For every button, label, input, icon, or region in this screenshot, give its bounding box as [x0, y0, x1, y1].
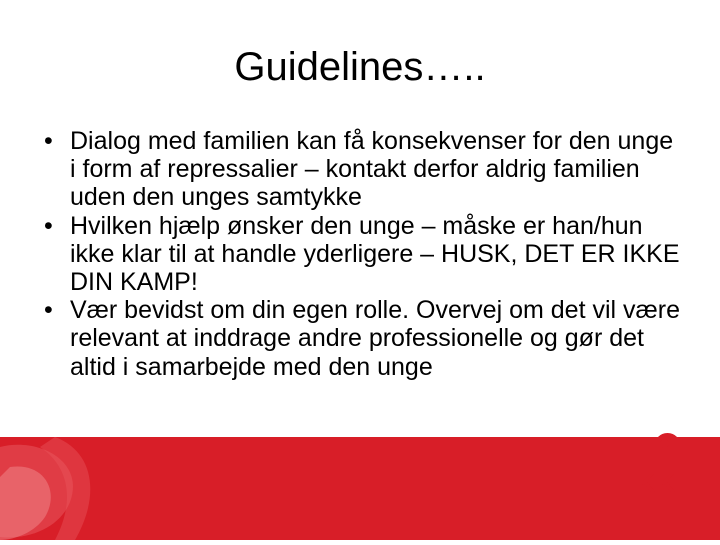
slide-title: Guidelines…..: [234, 45, 486, 89]
decorative-swirl-icon: [0, 437, 720, 540]
bullet-marker: •: [44, 296, 53, 325]
logo-o-icon: [654, 433, 681, 460]
bullet-item: [44, 127, 684, 212]
bullet-item: [44, 296, 684, 381]
bullet-text: Vær bevidst om din egen rolle. Overvej om det vil være relevant at inddrage andre professionelle og gør det altid i samarbejde med den unge: [70, 296, 680, 381]
bullet-list: [44, 127, 684, 381]
bullet-item: [44, 212, 684, 297]
footer-band: [0, 437, 720, 540]
bullet-text: Hvilken hjælp ønsker den unge – måske er han/hun ikke klar til at handle yderligere – HUSK, DET ER IKKE DIN KAMP!: [70, 211, 680, 297]
bullet-text: Dialog med familien kan få konsekvenser for den unge i form af repressalier – kontakt derfor aldrig familien uden den unges samtykke: [70, 127, 674, 212]
bullet-marker: •: [44, 127, 53, 155]
bullet-marker: •: [44, 211, 53, 240]
lokk-logo: LKK: [636, 432, 720, 466]
